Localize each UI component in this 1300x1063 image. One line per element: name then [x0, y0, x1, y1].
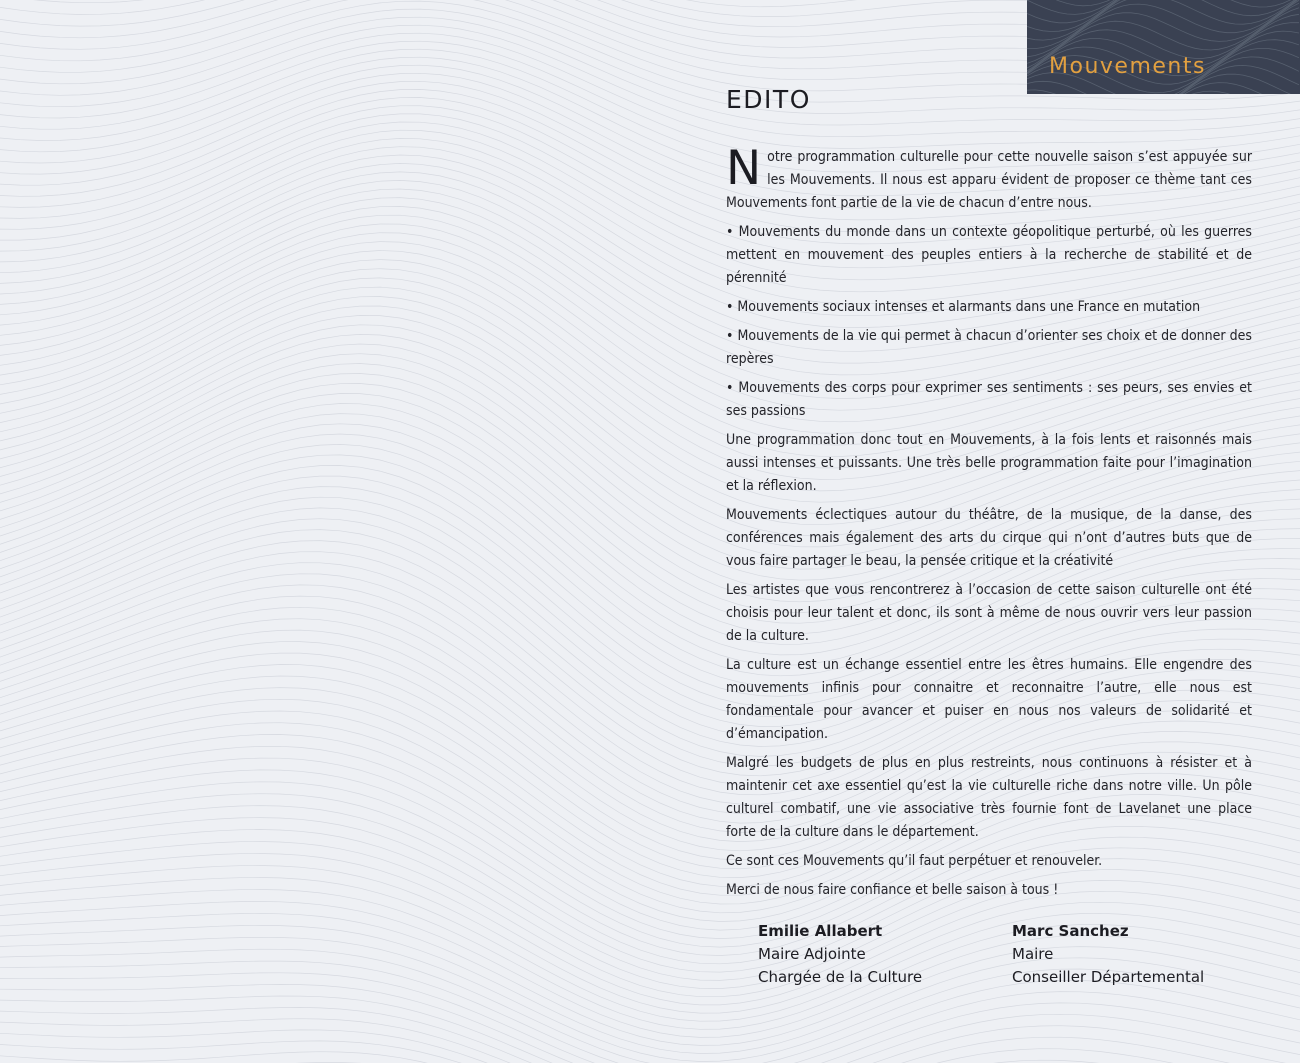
signatory-title: Maire — [1012, 945, 1054, 963]
edito-body — [726, 141, 1252, 908]
drop-cap: N — [726, 141, 762, 196]
body-paragraph: Une programmation donc tout en Mouvements, à la fois lents et raisonnés mais aussi intenses et puissants. Une très belle programmation faite pour l’imagination et la réflexion. — [726, 432, 1252, 494]
section-tab-label: Mouvements — [1049, 54, 1206, 79]
bullet-item: • Mouvements des corps pour exprimer ses sentiments : ses peurs, ses envies et ses passions — [726, 380, 1252, 419]
bullet-item: • Mouvements de la vie qui permet à chacun d’orienter ses choix et de donner des repères — [726, 328, 1252, 367]
contour-pattern — [1027, 0, 1300, 94]
signatory-name: Marc Sanchez — [1012, 922, 1129, 940]
intro-paragraph — [726, 141, 1252, 215]
body-paragraph: Malgré les budgets de plus en plus restreints, nous continuons à résister et à maintenir cet axe essentiel qu’est la vie culturelle riche dans notre ville. Un pôle culturel combatif, une vie associative très fournie font de Lavelanet une place forte de la culture dans le département. — [726, 755, 1252, 840]
signatory-left — [758, 920, 922, 989]
signatory-name: Emilie Allabert — [758, 922, 883, 940]
section-tab — [1027, 0, 1300, 94]
signatory-title: Maire Adjointe — [758, 945, 866, 963]
bullet-item: • Mouvements du monde dans un contexte géopolitique perturbé, où les guerres mettent en mouvement des peuples entiers à la recherche de stabilité et de pérennité — [726, 224, 1252, 286]
page-title: EDITO — [726, 84, 811, 114]
bullet-item: • Mouvements sociaux intenses et alarmants dans une France en mutation — [726, 299, 1201, 315]
body-paragraph: Mouvements éclectiques autour du théâtre, de la musique, de la danse, des conférences mais également des arts du cirque qui n’ont d’autres buts que de vous faire partager le beau, la pensée critique et la créativité — [726, 507, 1252, 569]
signatory-role: Chargée de la Culture — [758, 968, 923, 986]
body-paragraph: Merci de nous faire confiance et belle saison à tous ! — [726, 882, 1059, 898]
body-paragraph: Ce sont ces Mouvements qu’il faut perpétuer et renouveler. — [726, 853, 1103, 869]
body-paragraph: La culture est un échange essentiel entre les êtres humains. Elle engendre des mouvements infinis pour connaitre et reconnaitre l’autre, elle nous est fondamentale pour avancer et puiser en nous nos valeurs de solidarité et d’émancipation. — [726, 657, 1252, 742]
intro-text: otre programmation culturelle pour cette nouvelle saison s’est appuyée sur les Mouvements. Il nous est apparu évident de proposer ce thème tant ces Mouvements font partie de la vie de chacun d’entre nous. — [726, 149, 1252, 211]
signatory-role: Conseiller Départemental — [1012, 968, 1205, 986]
body-paragraph: Les artistes que vous rencontrerez à l’occasion de cette saison culturelle ont été choisis pour leur talent et donc, ils sont à même de nous ouvrir vers leur passion de la culture. — [726, 582, 1252, 644]
signatory-right — [1012, 920, 1204, 989]
